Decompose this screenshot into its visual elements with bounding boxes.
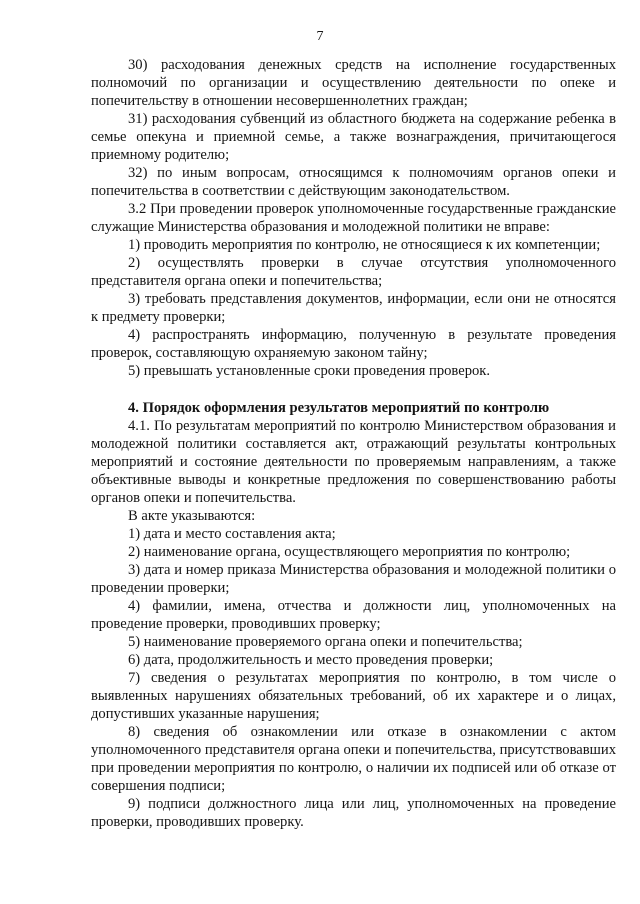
act-item-4: 4) фамилии, имена, отчества и должности лиц, уполномоченных на проведение проверки, проводивших проверку;: [91, 598, 616, 632]
section-spacer: [91, 380, 616, 399]
paragraph-3-2: 3.2 При проведении проверок уполномоченные государственные гражданские служащие Министерства образования и молодежной политики не вправе:: [91, 201, 616, 235]
restriction-item-4: 4) распространять информацию, полученную в результате проведения проверок, составляющую охраняемую законом тайну;: [91, 327, 616, 361]
act-item-3: 3) дата и номер приказа Министерства образования и молодежной политики о проведении проверки;: [91, 562, 616, 596]
act-item-5: 5) наименование проверяемого органа опеки и попечительства;: [128, 634, 523, 650]
act-item-9: 9) подписи должностного лица или лиц, уполномоченных на проведение проверки, проводивших проверку.: [91, 796, 616, 830]
act-item-7: 7) сведения о результатах мероприятия по контролю, в том числе о выявленных нарушениях обязательных требований, об их характере и о лицах, допустивших указанные нарушения;: [91, 670, 616, 722]
paragraph-4-1: 4.1. По результатам мероприятий по контролю Министерством образования и молодежной политики составляется акт, отражающий результаты контрольных мероприятий и состояние деятельности по проверяемым направлениям, а также объективные выводы и конкретные предложения по совершенствованию работы органов опеки и попечительства.: [91, 418, 616, 506]
act-contents-intro: В акте указываются:: [128, 508, 256, 524]
section-heading: 4. Порядок оформления результатов мероприятий по контролю: [128, 400, 550, 416]
paragraph-item-31: 31) расходования субвенций из областного бюджета на содержание ребенка в семье опекуна и приемной семье, а также вознаграждения, причитающегося приемному родителю;: [91, 111, 616, 163]
document-body: [91, 56, 616, 831]
act-item-2: 2) наименование органа, осуществляющего мероприятия по контролю;: [128, 544, 571, 560]
act-item-8: 8) сведения об ознакомлении или отказе в ознакомлении с актом уполномоченного представителя органа опеки и попечительства, присутствовавших при проведении мероприятия по контролю, о наличии их подписей или об отказе от совершения подписи;: [91, 724, 616, 794]
act-item-6: 6) дата, продолжительность и место проведения проверки;: [128, 652, 494, 668]
restriction-item-5: 5) превышать установленные сроки проведения проверок.: [128, 363, 491, 379]
restriction-item-2: 2) осуществлять проверки в случае отсутствия уполномоченного представителя органа опеки и попечительства;: [91, 255, 616, 289]
restriction-item-1: 1) проводить мероприятия по контролю, не относящиеся к их компетенции;: [128, 237, 601, 253]
paragraph-item-32: 32) по иным вопросам, относящимся к полномочиям органов опеки и попечительства в соответствии с действующим законодательством.: [91, 165, 616, 199]
act-item-1: 1) дата и место составления акта;: [128, 526, 336, 542]
page-number: 7: [316, 29, 324, 44]
restriction-item-3: 3) требовать представления документов, информации, если они не относятся к предмету проверки;: [91, 291, 616, 325]
paragraph-item-30: 30) расходования денежных средств на исполнение государственных полномочий по организации и осуществлению деятельности по опеке и попечительству в отношении несовершеннолетних граждан;: [91, 57, 616, 109]
